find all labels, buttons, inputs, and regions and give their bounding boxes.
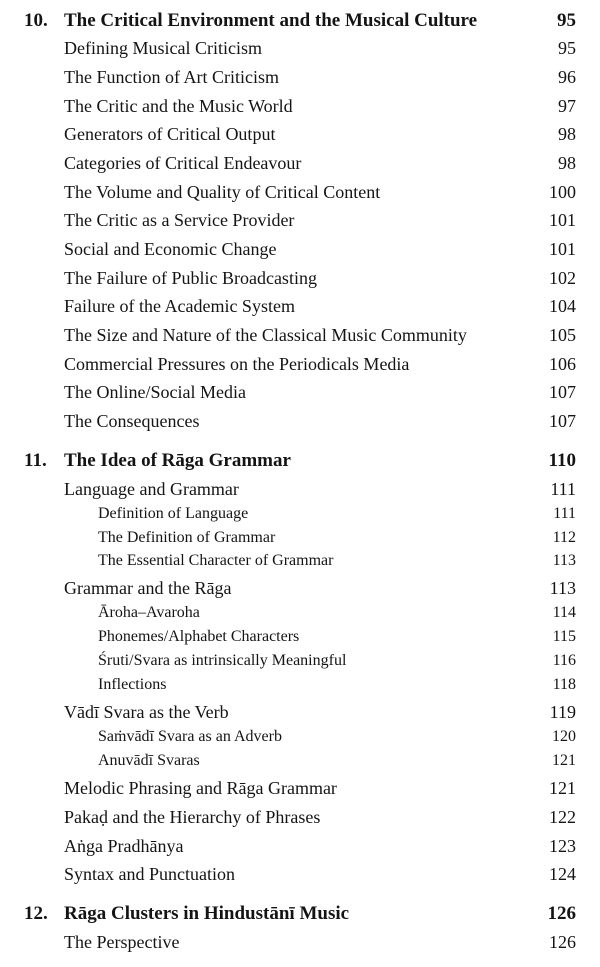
chapter-number: 10. — [24, 10, 48, 31]
entry-page: 98 — [558, 153, 576, 173]
entry-title: Āroha–Avaroha — [98, 604, 200, 621]
entry-title: The Critic as a Service Provider — [64, 210, 295, 230]
entry-title: Śruti/Svara as intrinsically Meaningful — [98, 652, 347, 669]
entry-title: Syntax and Punctuation — [64, 864, 235, 884]
entry-page: 116 — [552, 652, 576, 669]
entry-page: 97 — [558, 96, 576, 116]
entry-page: 114 — [552, 604, 576, 621]
entry-page: 106 — [549, 354, 576, 374]
entry-page: 100 — [549, 182, 576, 202]
entry-page: 95 — [558, 38, 576, 58]
entry-title: Commercial Pressures on the Periodicals Media — [64, 354, 410, 374]
entry-title: The Online/Social Media — [64, 382, 246, 402]
entry-page: 124 — [549, 864, 576, 884]
chapter-number: 12. — [24, 903, 48, 924]
entry-page: 118 — [552, 676, 576, 693]
entry-page: 123 — [549, 836, 576, 856]
chapter-number: 11. — [24, 450, 47, 471]
entry-title: Defining Musical Criticism — [64, 38, 262, 58]
entry-page: 121 — [552, 752, 576, 769]
entry-title: Inflections — [98, 676, 167, 693]
entry-title: The Function of Art Criticism — [64, 67, 279, 87]
entry-page: 102 — [549, 268, 576, 288]
entry-page: 111 — [550, 479, 576, 499]
entry-title: Anuvādī Svaras — [98, 752, 200, 769]
entry-title: Vādī Svara as the Verb — [64, 702, 229, 722]
entry-title: Melodic Phrasing and Rāga Grammar — [64, 778, 337, 798]
entry-title: Aṅga Pradhānya — [64, 836, 184, 856]
chapter-title: The Idea of Rāga Grammar — [64, 450, 291, 471]
entry-page: 121 — [549, 778, 576, 798]
chapter-title: Rāga Clusters in Hindustānī Music — [64, 903, 350, 924]
entry-page: 120 — [552, 728, 576, 745]
entry-title: Language and Grammar — [64, 479, 239, 499]
entry-title: The Volume and Quality of Critical Content — [64, 182, 381, 202]
entry-title: The Definition of Grammar — [98, 529, 276, 546]
entry-page: 115 — [552, 628, 576, 645]
entry-page: 101 — [549, 210, 576, 230]
entry-title: Saṁvādī Svara as an Adverb — [98, 728, 282, 745]
chapter-page: 95 — [557, 10, 576, 31]
entry-title: Definition of Language — [98, 505, 249, 522]
entry-page: 126 — [549, 932, 576, 952]
entry-page: 119 — [549, 702, 576, 722]
entry-title: Social and Economic Change — [64, 239, 277, 259]
chapter-page: 126 — [547, 903, 576, 924]
entry-title: Pakaḍ and the Hierarchy of Phrases — [64, 807, 321, 827]
entry-page: 122 — [549, 807, 576, 827]
entry-page: 112 — [552, 529, 576, 546]
entry-title: The Critic and the Music World — [64, 96, 293, 116]
entry-title: The Consequences — [64, 411, 200, 431]
entry-page: 107 — [549, 411, 576, 431]
chapter-page: 110 — [548, 450, 576, 471]
entry-page: 107 — [549, 382, 576, 402]
entry-title: The Failure of Public Broadcasting — [64, 268, 317, 288]
entry-title: Generators of Critical Output — [64, 124, 276, 144]
entry-page: 96 — [558, 67, 576, 87]
entry-page: 113 — [549, 578, 576, 598]
entry-title: Categories of Critical Endeavour — [64, 153, 302, 173]
entry-title: Failure of the Academic System — [64, 296, 295, 316]
entry-page: 101 — [549, 239, 576, 259]
entry-title: The Size and Nature of the Classical Music Community — [64, 325, 467, 345]
entry-page: 104 — [549, 296, 576, 316]
entry-title: Grammar and the Rāga — [64, 578, 232, 598]
entry-title: The Essential Character of Grammar — [98, 552, 334, 569]
entry-title: The Perspective — [64, 932, 180, 952]
chapter-title: The Critical Environment and the Musical Culture — [64, 10, 478, 31]
entry-page: 113 — [552, 552, 576, 569]
entry-title: Phonemes/Alphabet Characters — [98, 628, 300, 645]
entry-page: 98 — [558, 124, 576, 144]
entry-page: 111 — [553, 505, 576, 522]
entry-page: 105 — [549, 325, 576, 345]
